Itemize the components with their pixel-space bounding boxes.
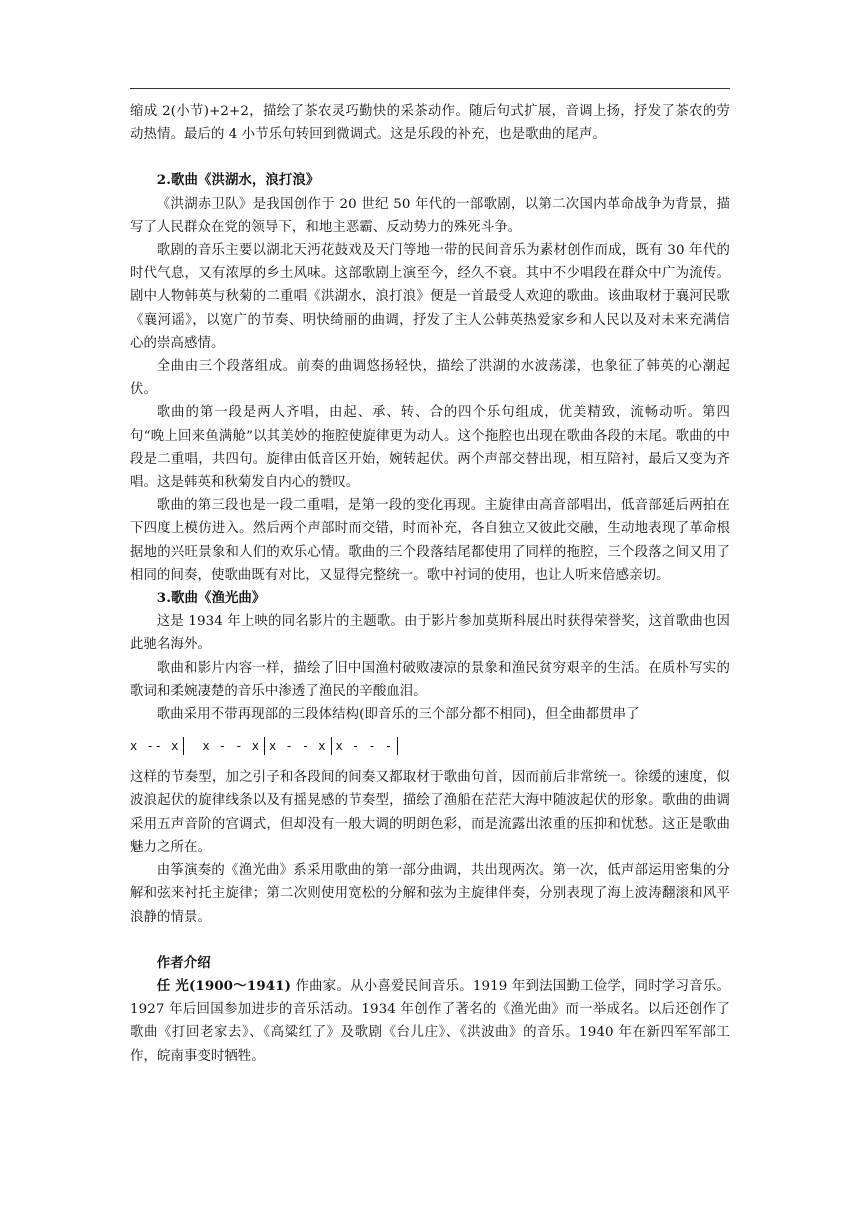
paragraph-form: 歌曲采用不带再现部的三段体结构(即音乐的三个部分都不相同)，但全曲都贯串了 xyxy=(156,707,640,723)
paragraph-opera-music: 歌剧的音乐主要以湖北天沔花鼓戏及天门等地一带的民间音乐为素材创作而成，既有 30 年代的时代气息，又有浓厚的乡土风味。这部歌剧上演至今，经久不衰。其中不少唱段在群众中广为流传。剧中人物韩英与秋菊的二重唱《洪湖水，浪打浪》便是一首最受人欢迎的歌曲。该曲取材于襄河民歌《襄河谣》，以宽广的节奏、明快绮丽的曲调，抒发了主人公韩英热爱家乡和人民以及对未来充满信心的崇高感情。 xyxy=(130,243,730,351)
section-heading-honghu: 2.歌曲《洪湖水，浪打浪》 xyxy=(156,172,320,189)
paragraph-opera-intro: 《洪湖赤卫队》是我国创作于 20 世纪 50 年代的一部歌剧，以第二次国内革命战争为背景，描写了人民群众在党的领导下，和地主恶霸、反动势力的殊死斗争。 xyxy=(130,196,730,235)
author-description: 作曲家。从小喜爱民间音乐。1919 年到法国勤工俭学，同时学习音乐。1927 年后回国参加进步的音乐活动。1934 年创作了著名的《渔光曲》而一举成名。以后还创作了歌曲《打回老家去》、《高粱红了》及歌剧《台儿庄》、《洪波曲》的音乐。1940 年在新四军军部工作，皖南事变时牺牲。 xyxy=(130,978,730,1064)
rhythm-group-4: x - - - xyxy=(335,738,394,753)
author-name: 任 光(1900～1941) xyxy=(156,977,292,994)
barline xyxy=(264,737,265,755)
header-rule xyxy=(130,88,730,89)
paragraph-zheng-version: 由筝演奏的《渔光曲》系采用歌曲的第一部分曲调，共出现两次。第一次，低声部运用密集的分解和弦来衬托主旋律；第二次则使用宽松的分解和弦为主旋律伴奏，分别表现了海上波涛翻滚和风平浪静的情景。 xyxy=(130,863,730,925)
paragraph-rhythm-effect: 这样的节奏型，加之引子和各段间的间奏又都取材于歌曲句首，因而前后非常统一。徐缓的速度，似波浪起伏的旋律线条以及有摇晃感的节奏型，描绘了渔船在茫茫大海中随波起伏的形象。歌曲的曲调采用五声音阶的宫调式，但却没有一般大调的明朗色彩，而是流露出浓重的压抑和忧愁。这正是歌曲魅力之所在。 xyxy=(130,770,730,855)
paragraph-film-content: 歌曲和影片内容一样，描绘了旧中国渔村破败凄凉的景象和渔民贫穷艰辛的生活。在质朴写实的歌词和柔婉凄楚的音乐中渗透了渔民的辛酸血泪。 xyxy=(130,660,730,699)
article-body xyxy=(130,100,730,1068)
rhythm-group-1: x -- x xyxy=(130,738,180,753)
barline xyxy=(183,737,184,755)
paragraph-author-bio xyxy=(130,975,730,1068)
paragraph-film-theme: 这是 1934 年上映的同名影片的主题歌。由于影片参加莫斯科展出时获得荣誉奖，这首歌曲也因此驰名海外。 xyxy=(130,614,730,653)
barline xyxy=(397,737,398,755)
rhythm-pattern-notation xyxy=(130,726,730,766)
paragraph-structure: 全曲由三个段落组成。前奏的曲调悠扬轻快，描绘了洪湖的水波荡漾，也象征了韩英的心潮起伏。 xyxy=(130,359,730,398)
paragraph-third-section: 歌曲的第三段也是一段二重唱，是第一段的变化再现。主旋律由高音部唱出，低音部延后两拍在下四度上模仿进入。然后两个声部时而交错，时而补充，各自独立又彼此交融，生动地表现了革命根据地的兴旺景象和人们的欢乐心情。歌曲的三个段落结尾都使用了同样的拖腔，三个段落之间又用了相同的间奏，使歌曲既有对比，又显得完整统一。歌中衬词的使用，也让人听来倍感亲切。 xyxy=(130,498,730,583)
section-heading-author: 作者介绍 xyxy=(156,954,211,971)
barline xyxy=(331,737,332,755)
rhythm-group-3: x - - x xyxy=(268,738,327,753)
paragraph-tea-song-end: 缩成 2(小节)+2+2，描绘了茶农灵巧勤快的采茶动作。随后句式扩展，音调上扬，抒发了茶农的劳动热情。最后的 4 小节乐句转回到微调式。这是乐段的补充，也是歌曲的尾声。 xyxy=(130,104,730,143)
rhythm-group-2: x - - x xyxy=(202,738,260,753)
paragraph-first-section: 歌曲的第一段是两人齐唱，由起、承、转、合的四个乐句组成，优美精致，流畅动听。第四句“晚上回来鱼满舱”以其美妙的拖腔使旋律更为动人。这个拖腔也出现在歌曲各段的末尾。歌曲的中段是二重唱，共四句。旋律由低音区开始，婉转起伏。两个声部交替出现，相互陪衬，最后又变为齐唱。这是韩英和秋菊发自内心的赞叹。 xyxy=(130,405,730,491)
section-heading-yuguang: 3.歌曲《渔光曲》 xyxy=(156,590,266,607)
